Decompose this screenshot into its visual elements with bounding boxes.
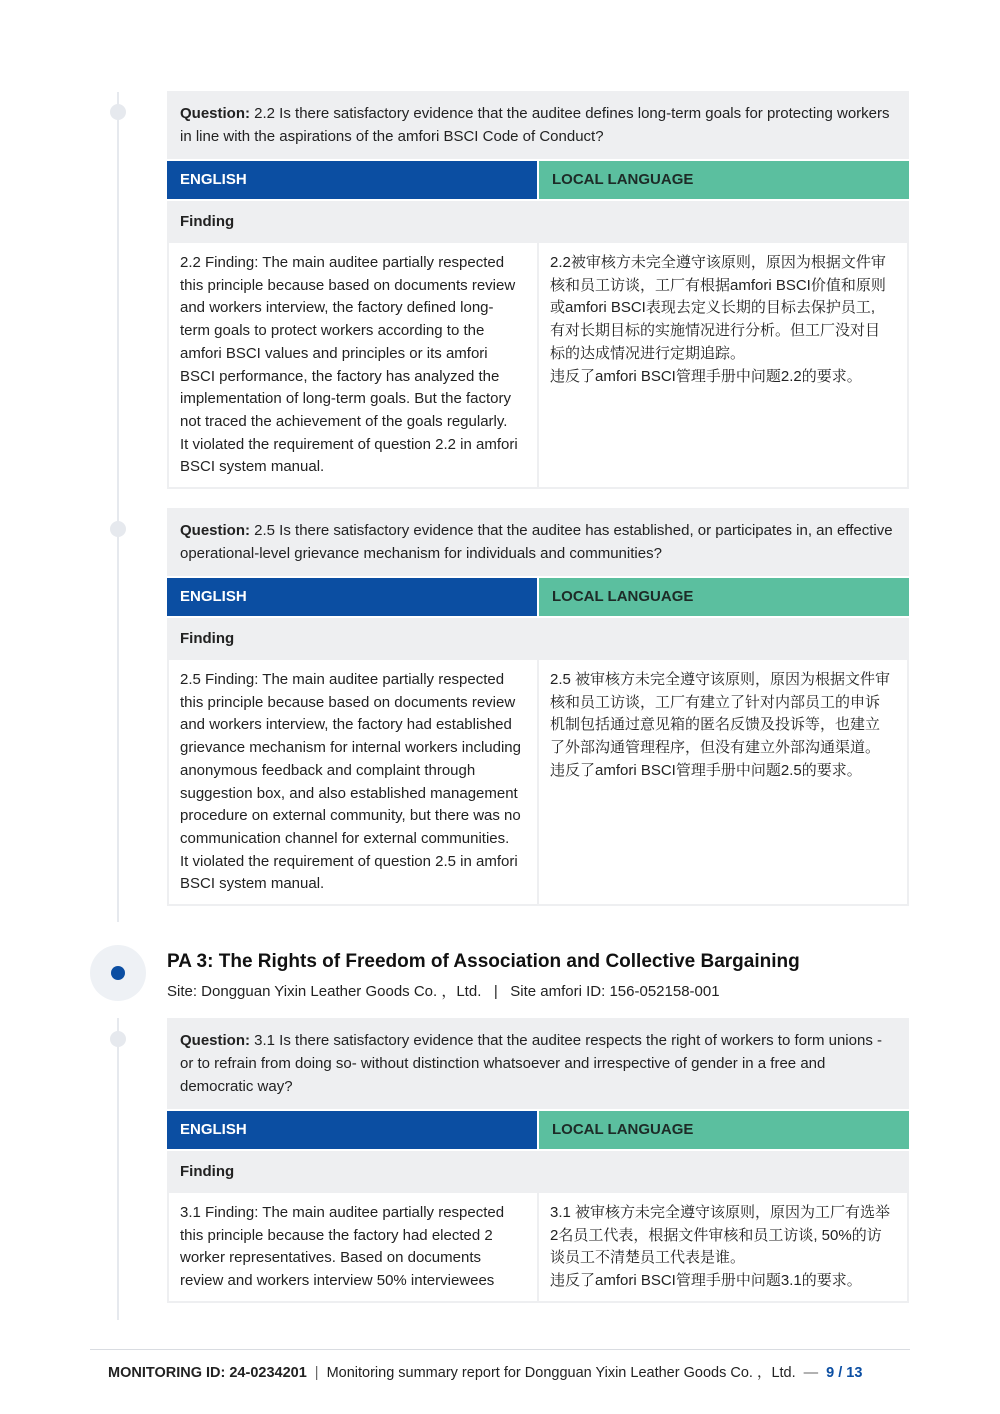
language-header-row — [167, 578, 909, 616]
question-header — [167, 91, 909, 159]
section-site-info: Site: Dongguan Yixin Leather Goods Co. ，Ltd. | Site amfori ID: 156-052158-001 — [167, 983, 720, 1000]
finding-line: 核和员工访谈，工厂有根据amfori BSCI价值和原则 — [550, 276, 886, 294]
section-title: PA 3: The Rights of Freedom of Association and Collective Bargaining — [167, 951, 800, 972]
finding-line: 2.5 被审核方未完全遵守该原则，原因为根据文件审 — [550, 671, 891, 688]
language-header-row — [167, 1111, 909, 1149]
finding-line: not traced the achievement of the goals regularly. — [180, 412, 508, 430]
finding-label: Finding — [167, 618, 909, 660]
question-header — [167, 1018, 909, 1109]
finding-line: amfori BSCI values and principles or its amfori — [180, 344, 488, 362]
finding-line: 违反了amfori BSCI管理手册中问题3.1的要求。 — [550, 1272, 862, 1290]
finding-line: implementation of long-term goals. But the factory — [180, 390, 511, 408]
language-header-row — [167, 161, 909, 199]
question-label: Question: — [180, 105, 250, 122]
finding-line: 2.5 Finding: The main auditee partially respected — [180, 671, 505, 688]
finding-line: 违反了amfori BSCI管理手册中问题2.5的要求。 — [550, 761, 862, 779]
timeline-dot — [110, 104, 126, 120]
finding-line: procedure on external community, but there was no — [180, 807, 521, 825]
finding-line: this principle because based on documents review — [180, 276, 516, 294]
timeline-dot — [110, 1031, 126, 1047]
question-text: 3.1 Is there satisfactory evidence that the auditee respects the right of workers to form unions - or to refrain from doing so- without distinction whatsoever and irrespective of gender in a free and democratic way? — [180, 1032, 882, 1095]
finding-local — [539, 1193, 907, 1301]
english-column-header: ENGLISH — [167, 1111, 537, 1149]
question-label: Question: — [180, 522, 250, 539]
finding-line: this principle because the factory had elected 2 — [180, 1226, 493, 1244]
local-language-column-header: LOCAL LANGUAGE — [539, 1111, 909, 1149]
finding-english — [169, 1193, 539, 1301]
question-block-2-5 — [167, 508, 909, 906]
question-header — [167, 508, 909, 576]
finding-body — [167, 243, 909, 489]
finding-line: term goals to protect workers according to the — [180, 322, 485, 340]
timeline-line-top — [117, 92, 119, 922]
finding-line: 2.2被审核方未完全遵守该原则，原因为根据文件审 — [550, 254, 886, 271]
finding-english — [169, 660, 539, 904]
finding-line: 谈员工不清楚员工代表是谁。 — [550, 1249, 746, 1267]
finding-line: BSCI performance, the factory has analyzed the — [180, 367, 500, 385]
finding-line: worker representatives. Based on documents — [180, 1249, 481, 1267]
footer-divider — [90, 1349, 910, 1350]
finding-line: and workers interview, the factory defined long- — [180, 299, 494, 317]
local-language-column-header: LOCAL LANGUAGE — [539, 578, 909, 616]
finding-line: 或amfori BSCI表现去定义长期的目标去保护员工, — [550, 299, 876, 317]
local-language-column-header: LOCAL LANGUAGE — [539, 161, 909, 199]
finding-line: review and workers interview 50% interviewees — [180, 1272, 495, 1290]
footer-separator: | — [314, 1365, 319, 1381]
finding-line: 3.1 被审核方未完全遵守该原则，原因为工厂有选举 — [550, 1204, 891, 1221]
finding-line: 标的达成情况进行定期追踪。 — [550, 344, 746, 362]
finding-line: communication channel for external communities. — [180, 829, 510, 847]
finding-line: It violated the requirement of question 2.2 in amfori — [180, 435, 518, 453]
finding-local — [539, 243, 907, 487]
finding-line: 了外部沟通管理程序，但没有建立外部沟通渠道。 — [550, 739, 881, 757]
finding-line: grievance mechanism for internal workers including — [180, 739, 521, 757]
finding-line: 有对长期目标的实施情况进行分析。但工厂没对目 — [550, 322, 881, 340]
finding-line: anonymous feedback and complaint through — [180, 761, 476, 779]
finding-line: 违反了amfori BSCI管理手册中问题2.2的要求。 — [550, 367, 862, 385]
english-column-header: ENGLISH — [167, 161, 537, 199]
timeline-dot — [110, 521, 126, 537]
footer-dash: — — [803, 1365, 819, 1381]
finding-body — [167, 1193, 909, 1303]
monitoring-id: MONITORING ID: 24-0234201 — [108, 1365, 307, 1381]
finding-local — [539, 660, 907, 904]
section-marker — [90, 945, 146, 1001]
question-block-3-1 — [167, 1018, 909, 1303]
finding-line: It violated the requirement of question 2.5 in amfori — [180, 852, 518, 870]
finding-line: BSCI system manual. — [180, 875, 325, 893]
question-block-2-2 — [167, 91, 909, 489]
finding-line: 核和员工访谈，工厂有建立了针对内部员工的申诉 — [550, 693, 881, 711]
finding-line: BSCI system manual. — [180, 458, 325, 476]
finding-line: and workers interview, the factory had established — [180, 716, 512, 734]
finding-line: suggestion box, and also established management — [180, 784, 518, 802]
finding-english — [169, 243, 539, 487]
finding-line: 2.2 Finding: The main auditee partially respected — [180, 254, 505, 271]
finding-body — [167, 660, 909, 906]
section-marker-dot — [111, 966, 125, 980]
page-number: 9 / 13 — [826, 1365, 863, 1381]
finding-label: Finding — [167, 1151, 909, 1193]
question-text: 2.5 Is there satisfactory evidence that the auditee has established, or participates in, an effective operational-level grievance mechanism for individuals and communities? — [180, 522, 893, 562]
finding-line: 2名员工代表，根据文件审核和员工访谈, 50%的访 — [550, 1226, 882, 1244]
report-title: Monitoring summary report for Dongguan Yixin Leather Goods Co. ，Ltd. — [326, 1365, 796, 1381]
question-text: 2.2 Is there satisfactory evidence that the auditee defines long-term goals for protecting workers in line with the aspirations of the amfori BSCI Code of Conduct? — [180, 105, 890, 145]
finding-line: 3.1 Finding: The main auditee partially respected — [180, 1204, 505, 1221]
finding-line: this principle because based on documents review — [180, 693, 516, 711]
page-footer — [108, 1361, 910, 1382]
finding-line: 机制包括通过意见箱的匿名反馈及投诉等，也建立 — [550, 716, 881, 734]
english-column-header: ENGLISH — [167, 578, 537, 616]
finding-label: Finding — [167, 201, 909, 243]
question-label: Question: — [180, 1032, 250, 1049]
timeline-line-bottom — [117, 1018, 119, 1320]
